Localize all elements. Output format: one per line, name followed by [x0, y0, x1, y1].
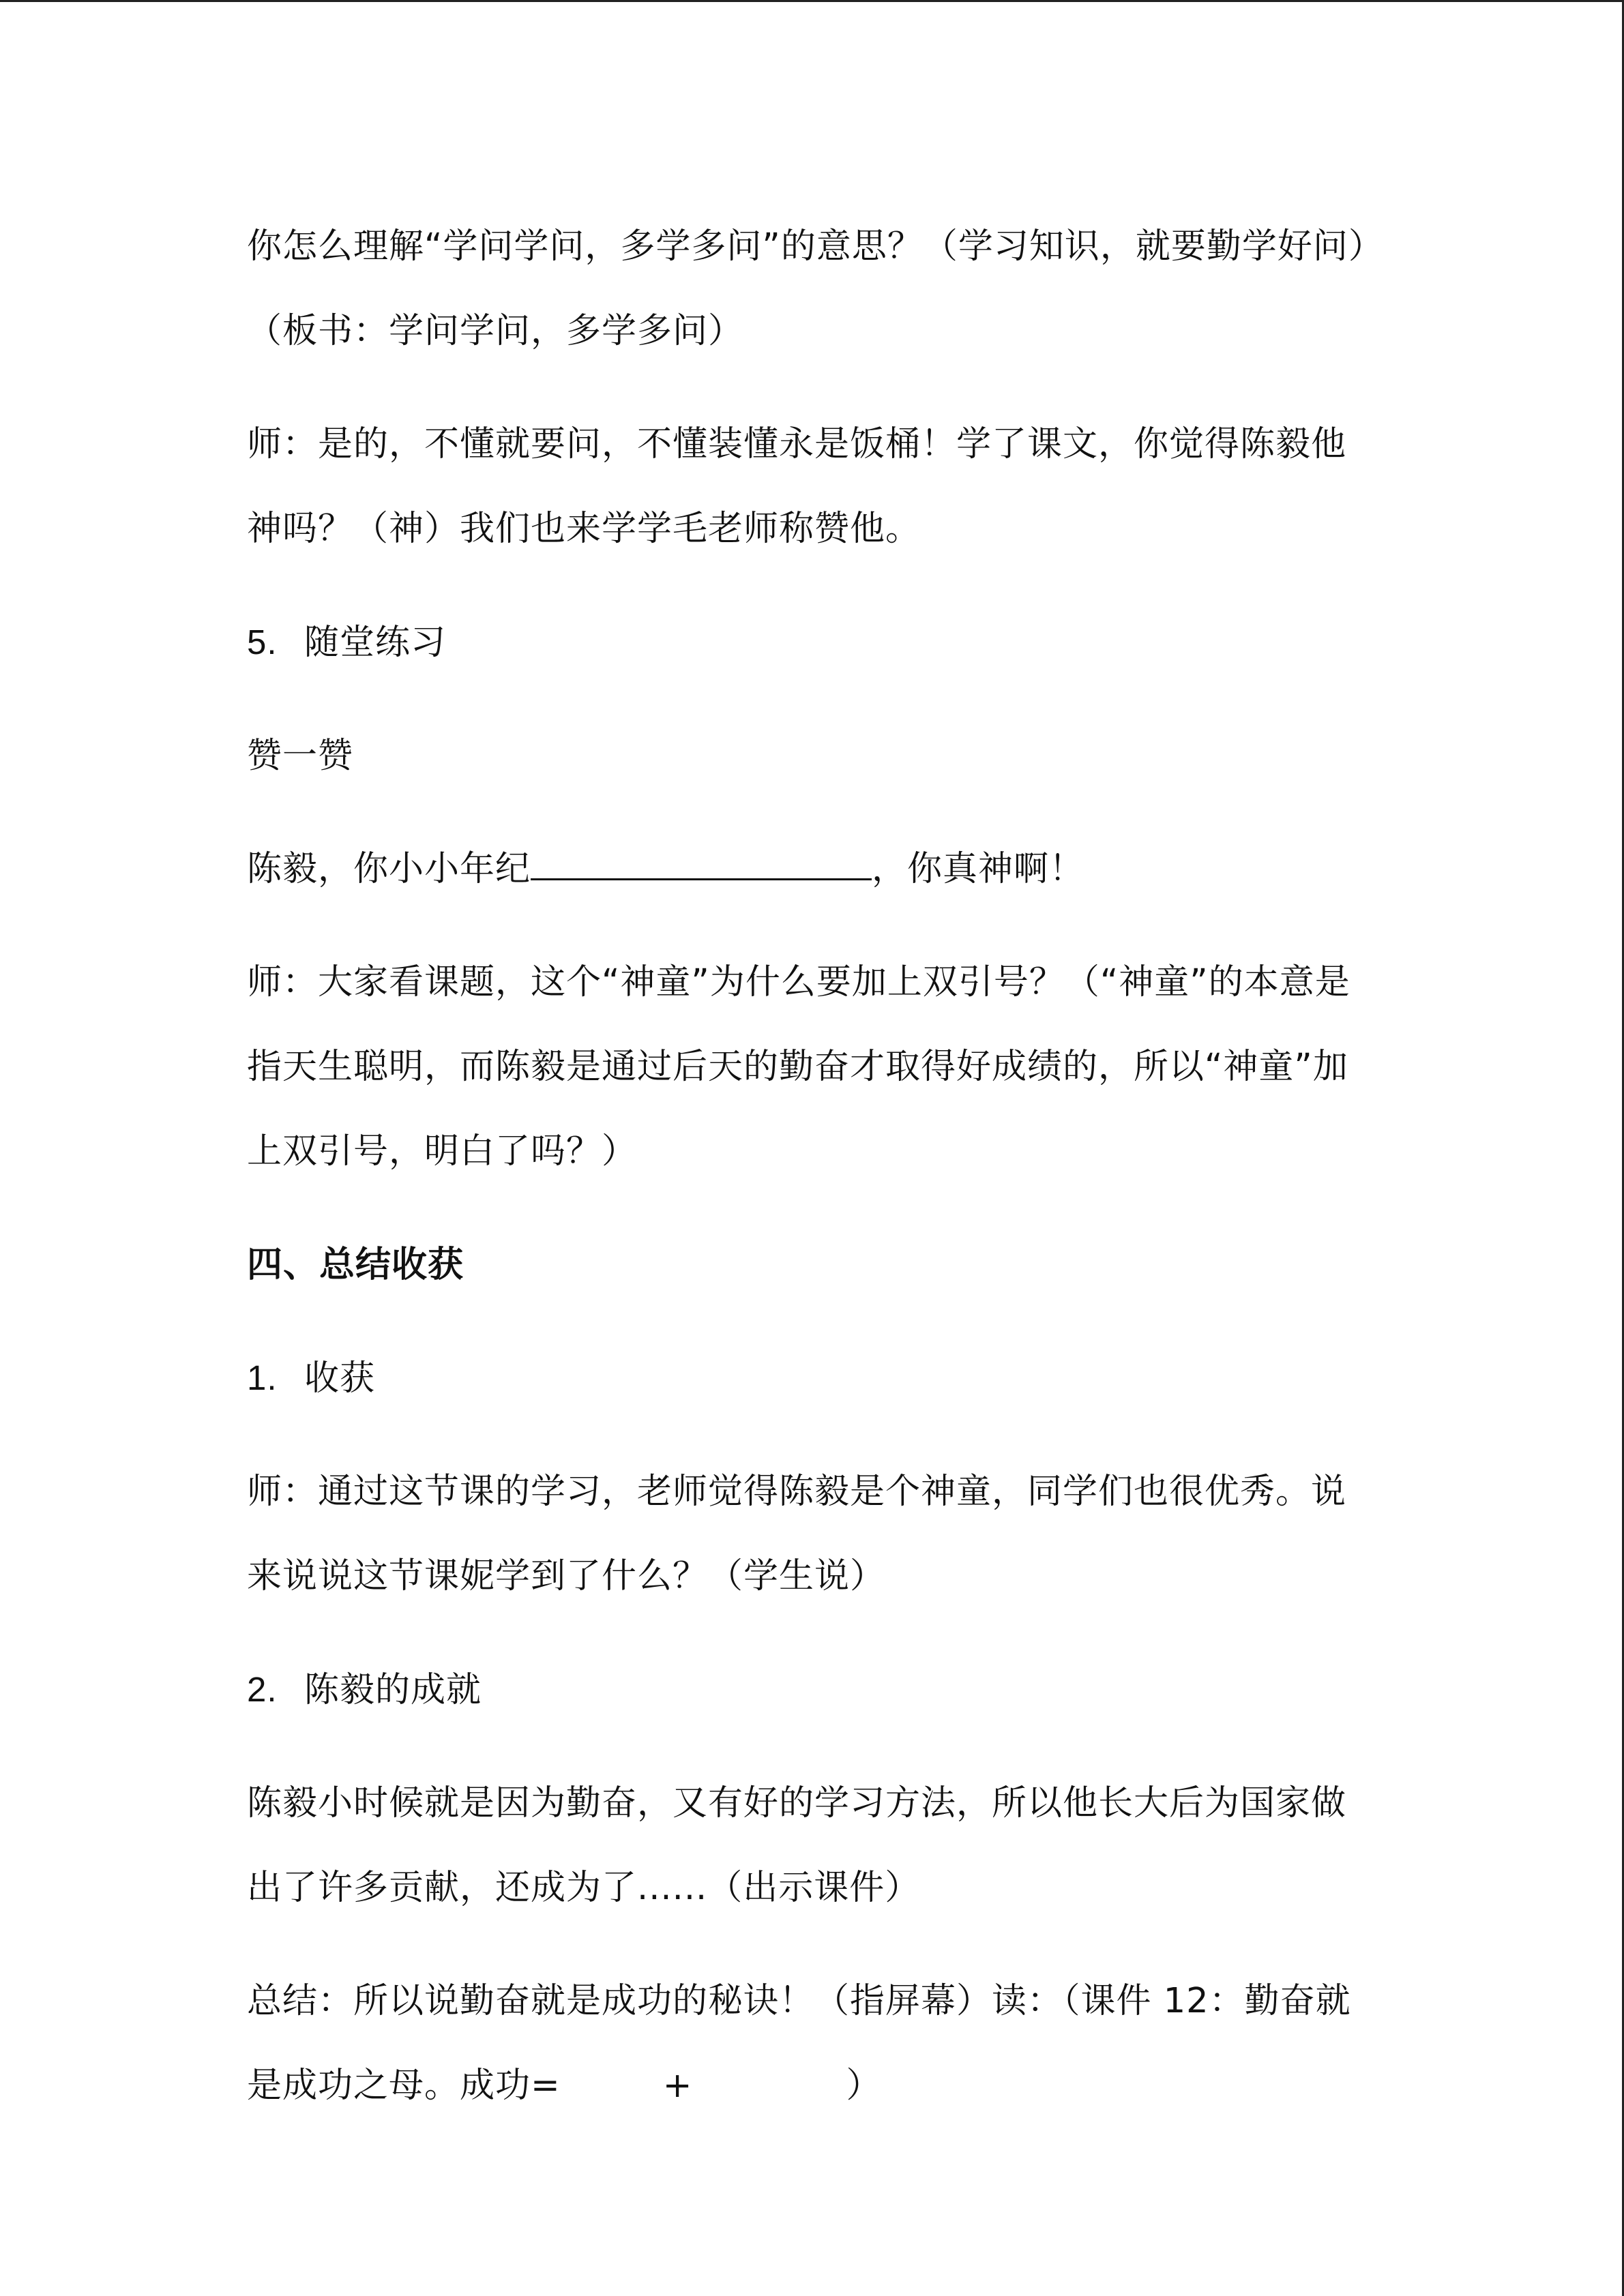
paragraph-title-quotes: 师：大家看课题，这个“神童”为什么要加上双引号？（“神童”的本意是指天生聪明，而陈毅是通过后天的勤奋才取得好成绩的，所以“神童”加上双引号，明白了吗？）: [247, 962, 1350, 1172]
section-heading-summary: 四、总结收获: [247, 1244, 464, 1285]
list-item-label: 陈毅的成就: [304, 1670, 482, 1710]
fill-blank-line: [531, 839, 872, 880]
fill-in-blank-sentence: [247, 827, 1379, 912]
list-number: 2.: [247, 1670, 278, 1709]
list-item-practice: [247, 600, 1379, 685]
paragraph-teacher-summary: 师：通过这节课的学习，老师觉得陈毅是个神童，同学们也很优秀。说来说说这节课妮学到了什么？（学生说）: [247, 1472, 1347, 1596]
plus-sign: +: [662, 2066, 693, 2106]
paragraph-conclusion: [247, 1959, 1379, 2128]
paragraph-praise: 赞一赞: [247, 736, 354, 776]
list-item-label: 收获: [304, 1358, 376, 1399]
top-border: [0, 0, 1624, 2]
closing-paren: ）: [846, 2066, 882, 2106]
list-item-label: 随堂练习: [304, 623, 447, 663]
fill-text-after: ，你真神啊！: [872, 849, 1085, 889]
paragraph-understand-learning: 你怎么理解“学问学问，多学多问”的意思？（学习知识，就要勤学好问）（板书：学问学问，多学多问）: [247, 226, 1367, 351]
list-item-harvest: [247, 1336, 1379, 1421]
paragraph-teacher-ask: 师：是的，不懂就要问，不懂装懂永是饭桶！学了课文，你觉得陈毅他神吗？（神）我们也来学学毛老师称赞他。: [247, 424, 1347, 549]
list-number: 5.: [247, 623, 278, 661]
document-body: [247, 205, 1379, 2157]
fill-text-before: 陈毅，你小小年纪: [247, 849, 531, 889]
list-item-achievement: [247, 1648, 1379, 1733]
conclusion-text: 总结：所以说勤奋就是成功的秘诀！（指屏幕）读：（课件 12：勤奋就是成功之母。成功=: [247, 1981, 1351, 2106]
paragraph-achievement: 陈毅小时候就是因为勤奋，又有好的学习方法，所以他长大后为国家做出了许多贡献，还成为了......（出示课件）: [247, 1783, 1347, 1908]
list-number: 1.: [247, 1358, 278, 1397]
